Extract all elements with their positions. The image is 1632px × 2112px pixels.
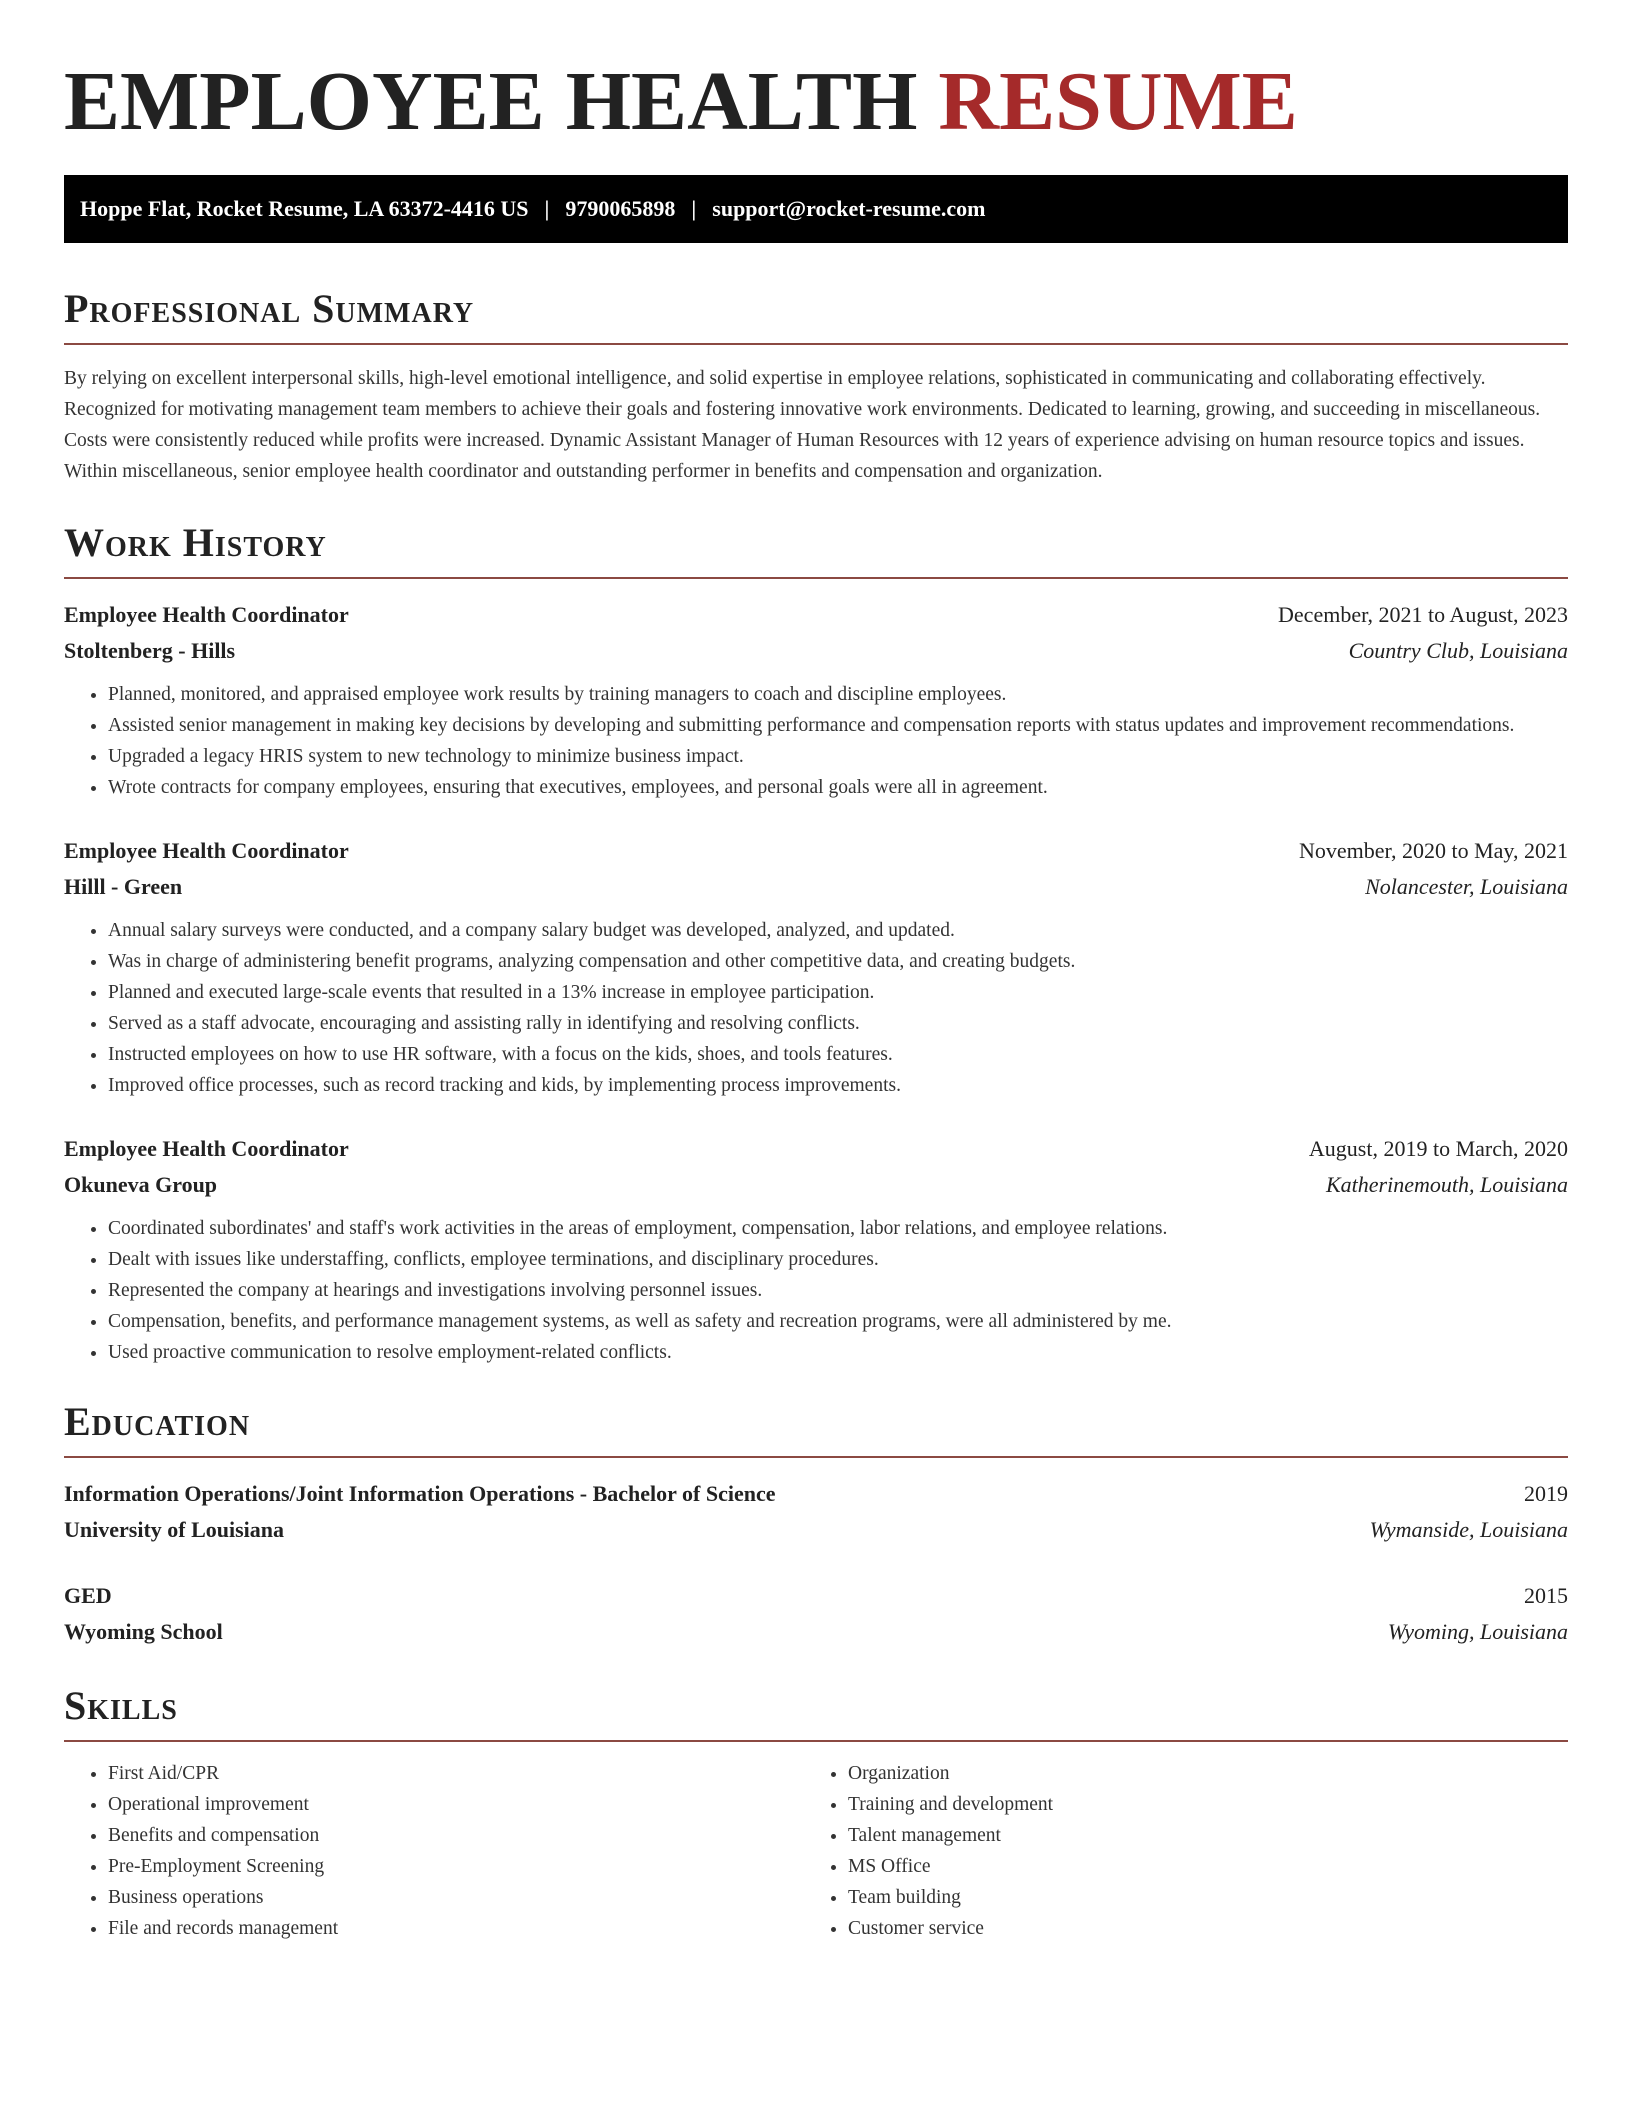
skills-list — [804, 1758, 1544, 1944]
skill-item: • Talent management — [848, 1820, 1544, 1851]
title-main: EMPLOYEE HEALTH — [64, 55, 918, 148]
skill-item: • Benefits and compensation — [108, 1820, 804, 1851]
job-bullet: • Was in charge of administering benefit programs, analyzing compensation and other competitive data, and creating budgets. — [108, 946, 1568, 977]
job-entry — [64, 1131, 1568, 1368]
job-bullet: • Planned and executed large-scale events that resulted in a 13% increase in employee participation. — [108, 977, 1568, 1008]
resume-page — [64, 0, 1568, 1944]
skill-item: • Business operations — [108, 1882, 804, 1913]
summary-text: By relying on excellent interpersonal skills, high-level emotional intelligence, and solid expertise in employee relations, sophisticated in communicating and collaborating effectively. Recognized for motivating management team members to achieve their goals and fostering innovative work environments. Dedicated to learning, growing, and succeeding in miscellaneous. Costs were consistently reduced while profits were increased. Dynamic Assistant Manager of Human Resources with 12 years of experience advising on human resource topics and issues. Within miscellaneous, senior employee health coordinator and outstanding performer in benefits and compensation and organization. — [64, 367, 1541, 482]
contact-email: support@rocket-resume.com — [712, 195, 986, 221]
skills-column-right — [804, 1758, 1544, 1944]
job-bullet: • Coordinated subordinates' and staff's work activities in the areas of employment, compensation, labor relations, and employee relations. — [108, 1213, 1568, 1244]
job-bullet: • Represented the company at hearings and investigations involving personnel issues. — [108, 1275, 1568, 1306]
education-degree: Information Operations/Joint Information Operations - Bachelor of Science — [64, 1480, 776, 1506]
job-company: Okuneva Group — [64, 1171, 218, 1197]
job-entry — [64, 833, 1568, 1101]
section-heading-summary: Professional Summary — [64, 287, 1568, 345]
skill-item: • File and records management — [108, 1913, 804, 1944]
skills-list — [64, 1758, 804, 1944]
job-bullet: • Served as a staff advocate, encouraging and assisting rally in identifying and resolving conflicts. — [108, 1008, 1568, 1039]
contact-address: Hoppe Flat, Rocket Resume, LA 63372-4416 US — [80, 195, 529, 221]
job-dates: August, 2019 to March, 2020 — [1308, 1135, 1568, 1161]
job-dates: December, 2021 to August, 2023 — [1278, 601, 1568, 627]
skills-column-left — [64, 1758, 804, 1944]
skills-grid — [64, 1758, 1568, 1944]
job-bullets — [64, 915, 1568, 1101]
education-location: Wyoming, Louisiana — [1387, 1618, 1568, 1644]
skill-item: • MS Office — [848, 1851, 1544, 1882]
job-bullet: • Annual salary surveys were conducted, and a company salary budget was developed, analyzed, and updated. — [108, 915, 1568, 946]
skill-item: • Organization — [848, 1758, 1544, 1789]
education-degree: GED — [64, 1582, 112, 1608]
section-heading-skills: Skills — [64, 1684, 1568, 1742]
education-year: 2015 — [1524, 1582, 1568, 1608]
job-bullet: • Planned, monitored, and appraised employee work results by training managers to coach and discipline employees. — [108, 679, 1568, 710]
section-heading-education: Education — [64, 1400, 1568, 1458]
skill-item: • Training and development — [848, 1789, 1544, 1820]
skill-item: • First Aid/CPR — [108, 1758, 804, 1789]
job-entry — [64, 597, 1568, 803]
job-bullet: • Upgraded a legacy HRIS system to new technology to minimize business impact. — [108, 741, 1568, 772]
job-bullets — [64, 679, 1568, 803]
education-entry — [64, 1476, 1568, 1548]
job-title: Employee Health Coordinator — [64, 601, 349, 627]
education-location: Wymanside, Louisiana — [1369, 1516, 1568, 1542]
job-company: Stoltenberg - Hills — [64, 637, 236, 663]
job-bullet: • Dealt with issues like understaffing, conflicts, employee terminations, and disciplinary procedures. — [108, 1244, 1568, 1275]
skill-item: • Operational improvement — [108, 1789, 804, 1820]
skill-item: • Pre-Employment Screening — [108, 1851, 804, 1882]
education-entry — [64, 1578, 1568, 1650]
job-bullet: • Wrote contracts for company employees, ensuring that executives, employees, and personal goals were all in agreement. — [108, 772, 1568, 803]
job-location: Katherinemouth, Louisiana — [1325, 1171, 1568, 1197]
education-year: 2019 — [1524, 1480, 1568, 1506]
education-school: University of Louisiana — [64, 1516, 285, 1542]
job-bullets — [64, 1213, 1568, 1368]
job-title: Employee Health Coordinator — [64, 1135, 349, 1161]
contact-phone: 9790065898 — [565, 195, 676, 221]
job-company: Hilll - Green — [64, 873, 183, 899]
job-bullet: • Compensation, benefits, and performance management systems, as well as safety and recreation programs, were all administered by me. — [108, 1306, 1568, 1337]
job-title: Employee Health Coordinator — [64, 837, 349, 863]
job-location: Nolancester, Louisiana — [1365, 873, 1568, 899]
job-location: Country Club, Louisiana — [1348, 637, 1568, 663]
job-bullet: • Assisted senior management in making key decisions by developing and submitting performance and compensation reports with status updates and improvement recommendations. — [108, 710, 1568, 741]
skill-item: • Customer service — [848, 1913, 1544, 1944]
education-school: Wyoming School — [64, 1618, 223, 1644]
contact-separator: | — [691, 195, 697, 221]
skill-item: • Team building — [848, 1882, 1544, 1913]
job-bullet: • Used proactive communication to resolve employment-related conflicts. — [108, 1337, 1568, 1368]
job-dates: November, 2020 to May, 2021 — [1299, 837, 1568, 863]
job-bullet: • Instructed employees on how to use HR software, with a focus on the kids, shoes, and tools features. — [108, 1039, 1568, 1070]
job-bullet: • Improved office processes, such as record tracking and kids, by implementing process improvements. — [108, 1070, 1568, 1101]
resume-title — [64, 52, 1568, 153]
title-accent: RESUME — [938, 55, 1298, 148]
contact-bar — [64, 175, 1568, 243]
contact-separator: | — [544, 195, 550, 221]
section-heading-work-history: Work History — [64, 521, 1568, 579]
